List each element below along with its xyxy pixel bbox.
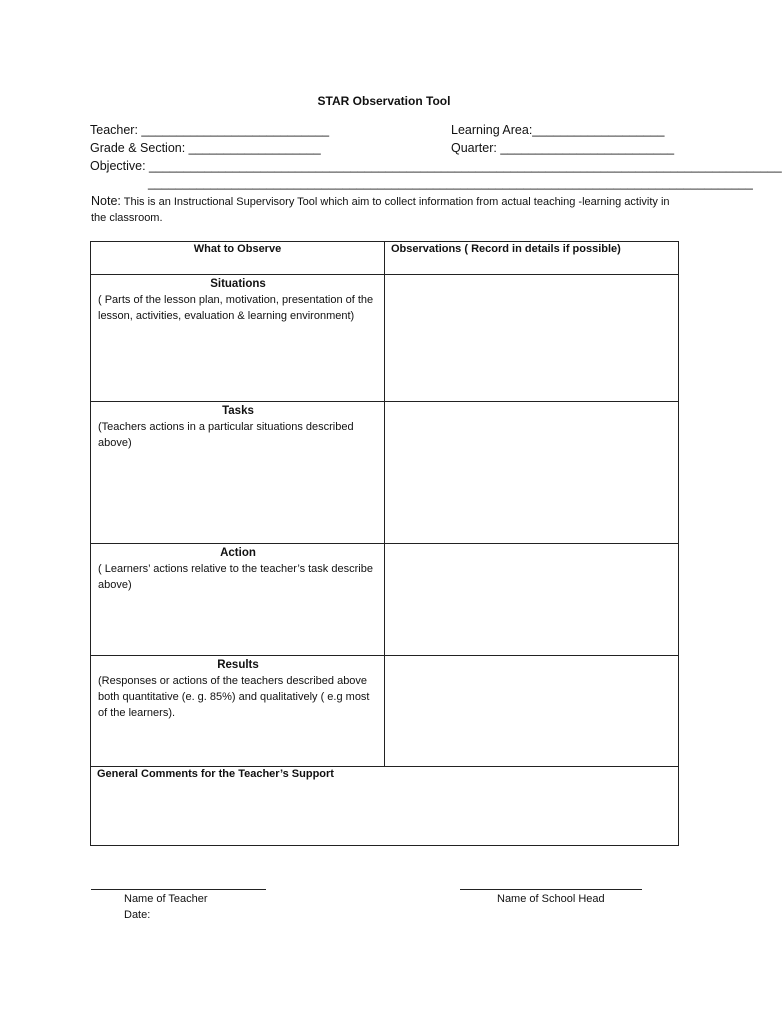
table-row [91, 275, 679, 402]
teacher-name-label: Name of Teacher [124, 893, 208, 905]
action-desc: ( Learners’ actions relative to the teacher’s task describe above) [98, 563, 373, 591]
situations-observation-input[interactable] [385, 275, 679, 402]
action-observation-input[interactable] [385, 544, 679, 656]
header-observations: Observations ( Record in details if possible) [385, 242, 679, 275]
tasks-observation-input[interactable] [385, 402, 679, 544]
teacher-field[interactable]: Teacher: ___________________________ [90, 123, 330, 137]
observation-table [90, 241, 679, 846]
date-label: Date: [124, 909, 151, 921]
note-text: This is an Instructional Supervisory Tool which aim to collect information from actual teaching -learning activity in the classroom. [91, 196, 670, 224]
situations-desc: ( Parts of the lesson plan, motivation, presentation of the lesson, activities, evaluation & learning environment) [98, 294, 374, 322]
results-cell [91, 656, 385, 767]
school-head-signature-line[interactable] [460, 889, 642, 890]
action-cell [91, 544, 385, 656]
situations-title: Situations [210, 278, 266, 290]
objective-field-line2[interactable]: _______________________________________________________________________________________ [148, 176, 753, 190]
table-row [91, 656, 679, 767]
general-comments-input[interactable] [91, 767, 679, 846]
school-head-name-label: Name of School Head [497, 893, 605, 905]
table-row [91, 402, 679, 544]
tasks-title: Tasks [222, 405, 254, 417]
note-paragraph [91, 193, 671, 226]
learning-area-field[interactable]: Learning Area:___________________ [451, 123, 665, 137]
quarter-field[interactable]: Quarter: _________________________ [451, 141, 675, 155]
teacher-signature-line[interactable] [91, 889, 266, 890]
results-desc: (Responses or actions of the teachers described above both quantitative (e. g. 85%) and qualitatively ( e.g most of the learners). [98, 675, 370, 719]
situations-cell [91, 275, 385, 402]
results-observation-input[interactable] [385, 656, 679, 767]
table-header-row [91, 242, 679, 275]
form-title: STAR Observation Tool [317, 94, 451, 108]
tasks-cell [91, 402, 385, 544]
grade-section-field[interactable]: Grade & Section: ___________________ [90, 141, 321, 155]
note-label: Note: [91, 194, 121, 208]
general-comments-label: General Comments for the Teacher’s Support [97, 768, 334, 780]
action-title: Action [220, 547, 256, 559]
table-row [91, 544, 679, 656]
objective-field[interactable]: Objective: ___________________________________________________________________________________________ [90, 159, 782, 173]
results-title: Results [217, 659, 259, 671]
tasks-desc: (Teachers actions in a particular situations described above) [98, 421, 354, 449]
comments-row [91, 767, 679, 846]
header-what-to-observe: What to Observe [91, 242, 385, 275]
